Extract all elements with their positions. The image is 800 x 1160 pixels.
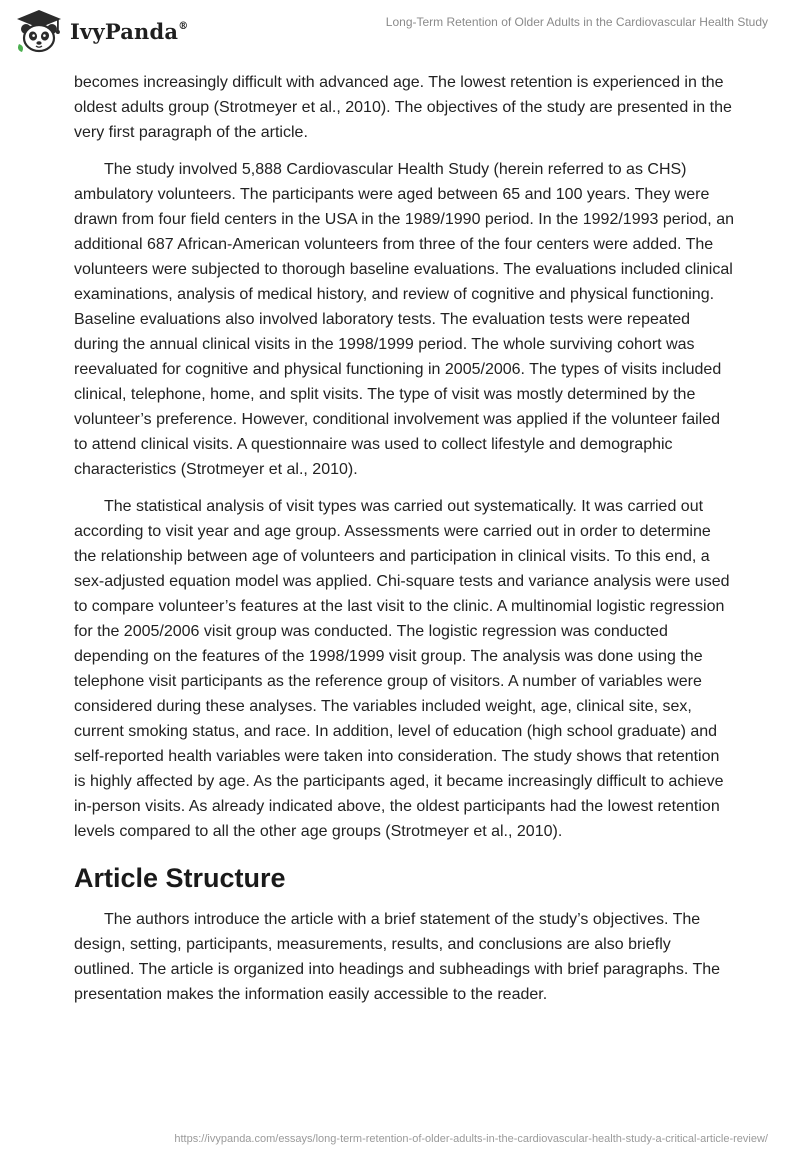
paragraph-study-description: The study involved 5,888 Cardiovascular Health Study (herein referred to as CHS) ambulatory volunteers. The participants were aged between 65 and 100 years. They were drawn from four field centers in the USA in the 1989/1990 period. In the 1992/1993 period, an additional 687 African-American volunteers from three of the four centers were added. The volunteers were subjected to thorough baseline evaluations. The evaluations included clinical examinations, analysis of medical history, and review of cognitive and physical functioning. Baseline evaluations also involved laboratory tests. The evaluation tests were repeated during the annual clinical visits in the 1998/1999 period. The whole surviving cohort was reevaluated for cognitive and physical functioning in 2005/2006. The types of visits included clinical, telephone, home, and split visits. The type of visit was mostly determined by the volunteer’s preference. However, conditional involvement was applied if the volunteer failed to attend clinical visits. A questionnaire was used to collect lifestyle and demographic characteristics (Strotmeyer et al., 2010). [74,161,734,478]
article-body [74,70,734,1019]
logo-text: IvyPanda® [70,18,189,44]
document-title: Long-Term Retention of Older Adults in the Cardiovascular Health Study [385,15,768,29]
ivypanda-logo[interactable] [14,8,188,54]
page-header [0,0,800,72]
source-url[interactable]: https://ivypanda.com/essays/long-term-retention-of-older-adults-in-the-cardiovascular-health-study-a-critical-article-review/ [174,1133,768,1145]
paragraph-continuation: becomes increasingly difficult with advanced age. The lowest retention is experienced in the oldest adults group (Strotmeyer et al., 2010). The objectives of the study are presented in the very first paragraph of the article. [74,74,732,141]
section-heading-article-structure: Article Structure [74,863,286,893]
paragraph-article-structure: The authors introduce the article with a brief statement of the study’s objectives. The design, setting, participants, measurements, results, and conclusions are also briefly outlined. The article is organized into headings and subheadings with brief paragraphs. The presentation makes the information easily accessible to the reader. [74,911,721,1003]
panda-graduation-cap-icon [14,8,64,54]
paragraph-statistical-analysis: The statistical analysis of visit types was carried out systematically. It was carried out according to visit year and age group. Assessments were carried out in order to determine the relationship between age of volunteers and participation in clinical visits. To this end, a sex-adjusted equation model was applied. Chi-square tests and variance analysis were used to compare volunteer’s features at the last visit to the clinic. A multinomial logistic regression for the 2005/2006 visit group was conducted. The logistic regression was conducted depending on the features of the 1998/1999 visit group. The analysis was done using the telephone visit participants as the reference group of visitors. A number of variables were considered during these analyses. The variables included weight, age, clinical site, sex, current smoking status, and race. In addition, level of education (high school graduate) and self-reported health variables were taken into consideration. The study shows that retention is highly affected by age. As the participants aged, it became increasingly difficult to achieve in-person visits. As already indicated above, the oldest participants had the lowest retention levels compared to all the other age groups (Strotmeyer et al., 2010). [74,498,730,840]
